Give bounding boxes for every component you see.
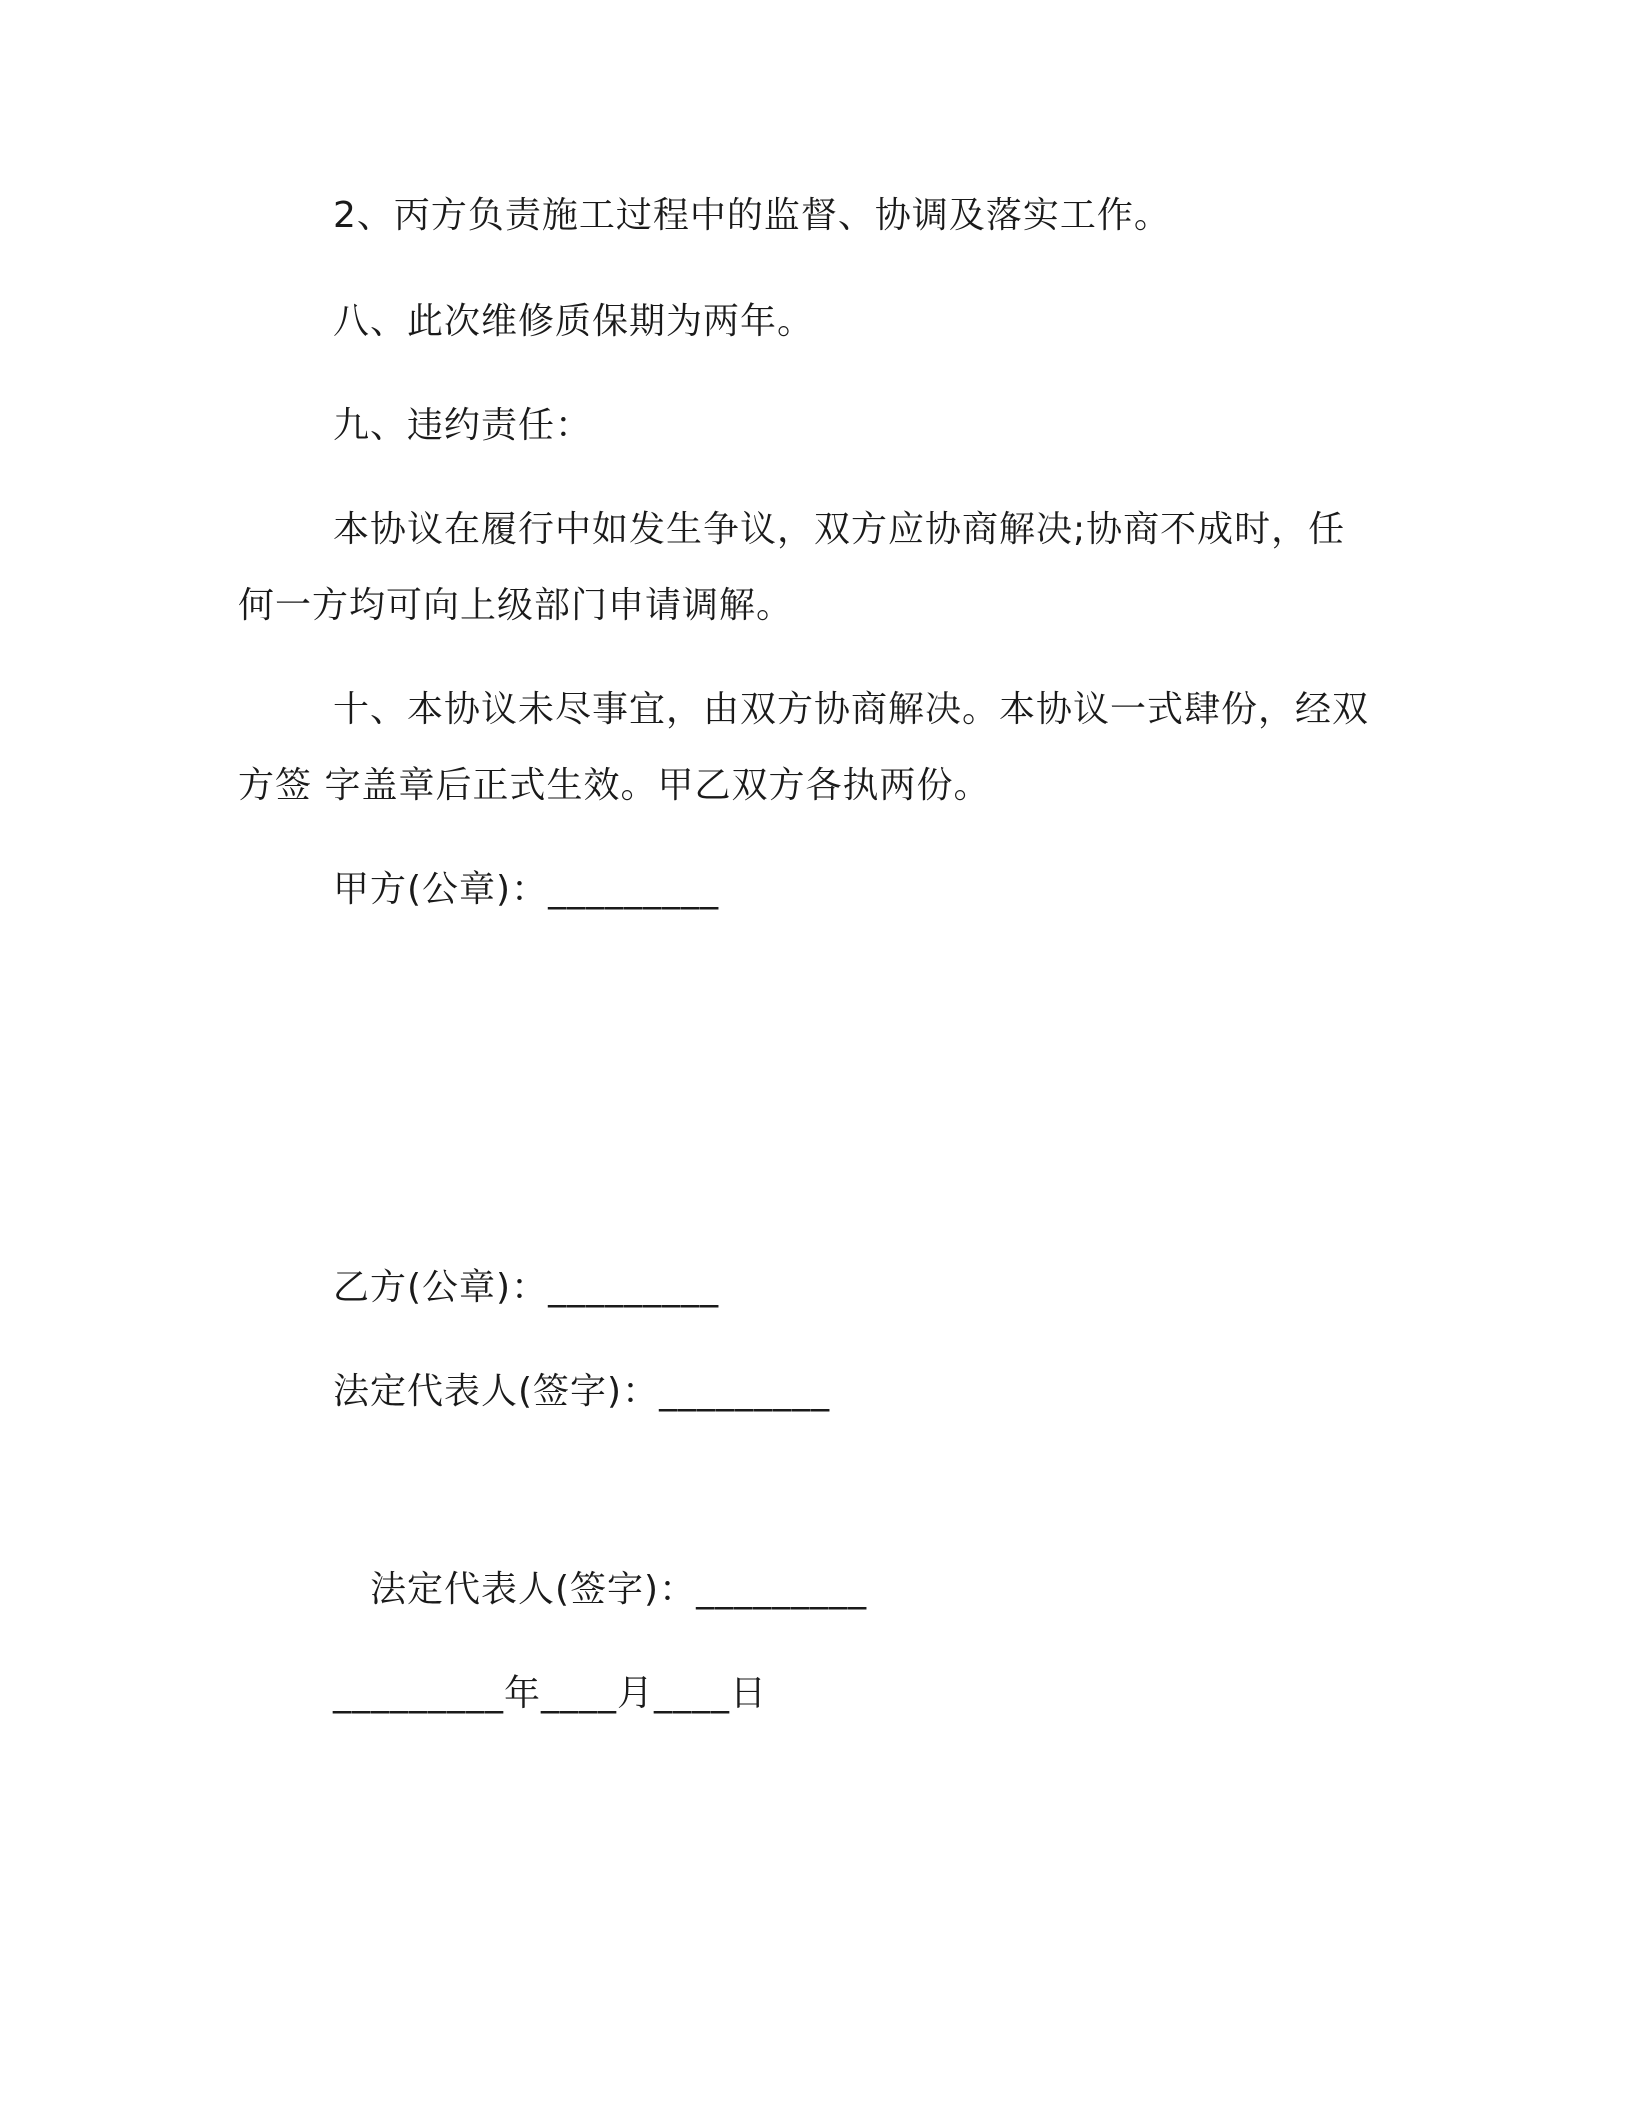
party-b-seal-field: 乙方(公章)：_________: [333, 1267, 720, 1308]
legal-representative-signature-1: 法定代表人(签字)：_________: [333, 1371, 831, 1412]
clause-9-body-line-1: 本协议在履行中如发生争议，双方应协商解决;协商不成时，任: [333, 509, 1346, 550]
clause-10-line-2: 方签 字盖章后正式生效。甲乙双方各执两份。: [238, 765, 991, 806]
signing-date-line: _________年____月____日: [333, 1673, 767, 1714]
clause-7-item-2: 2、丙方负责施工过程中的监督、协调及落实工作。: [333, 195, 1171, 236]
clause-10-line-1: 十、本协议未尽事宜，由双方协商解决。本协议一式肆份，经双: [333, 689, 1370, 730]
party-a-seal-field: 甲方(公章)：_________: [333, 869, 720, 910]
clause-9-body-line-2: 何一方均可向上级部门申请调解。: [238, 585, 794, 626]
legal-representative-signature-2: 法定代表人(签字)：_________: [370, 1569, 868, 1610]
clause-9-title: 九、违约责任：: [333, 405, 593, 446]
clause-8: 八、此次维修质保期为两年。: [333, 301, 815, 342]
